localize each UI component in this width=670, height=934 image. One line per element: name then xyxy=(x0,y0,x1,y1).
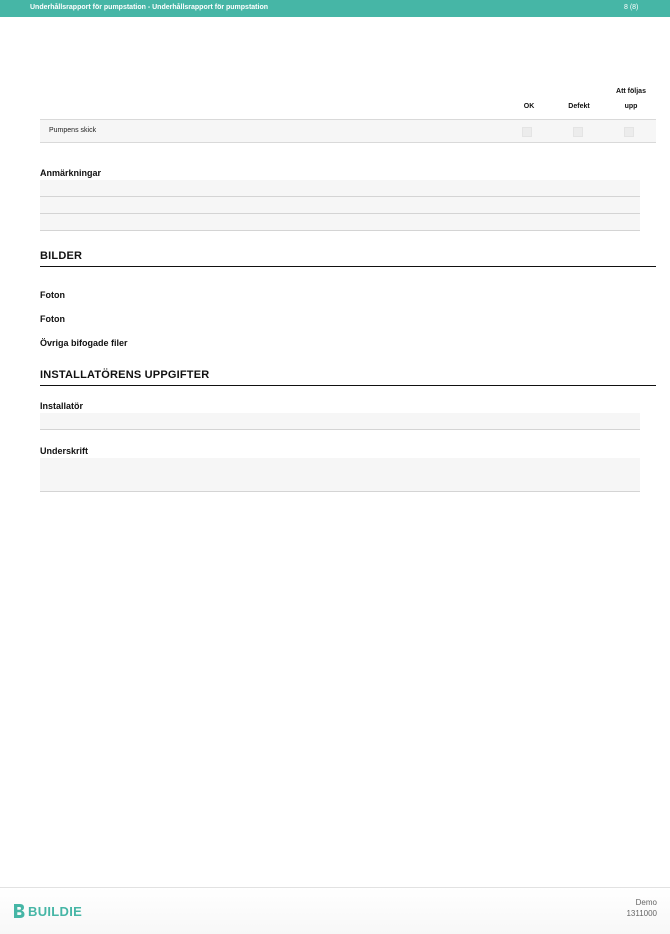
footer xyxy=(0,888,670,934)
installer-field[interactable] xyxy=(40,413,640,430)
buildie-logo-text: BUILDIE xyxy=(28,903,83,919)
checkbox-att-foljas-upp[interactable] xyxy=(624,127,634,137)
checkbox-defekt[interactable] xyxy=(573,127,583,137)
column-header-att-foljas-upp xyxy=(610,84,652,114)
footer-company-name: Demo xyxy=(635,898,657,907)
section-title-installer: INSTALLATÖRENS UPPGIFTER xyxy=(40,369,656,386)
checklist-row-label: Pumpens skick xyxy=(49,127,97,134)
column-header-att-foljas-line1: Att följas xyxy=(616,88,646,95)
installer-label: Installatör xyxy=(40,401,84,411)
column-header-defekt: Defekt xyxy=(568,103,590,110)
remarks-field-line-2[interactable] xyxy=(40,197,640,214)
photos-label: Foton xyxy=(40,290,65,300)
column-header-att-foljas-line2: upp xyxy=(624,103,638,110)
signature-label: Underskrift xyxy=(40,446,89,456)
buildie-logo-icon xyxy=(13,903,25,919)
photos-label: Foton xyxy=(40,314,65,324)
page-header-bar xyxy=(0,0,670,17)
remarks-field-line-1[interactable] xyxy=(40,180,640,197)
checklist-row xyxy=(40,119,656,143)
checkbox-ok[interactable] xyxy=(522,127,532,137)
document-title: Underhållsrapport för pumpstation - Underhållsrapport för pumpstation xyxy=(30,4,269,11)
section-title-bilder: BILDER xyxy=(40,250,656,267)
buildie-logo xyxy=(13,903,82,919)
page-number: 8 (8) xyxy=(624,4,639,11)
signature-field[interactable] xyxy=(40,458,640,492)
other-attachments-label: Övriga bifogade filer xyxy=(40,338,128,348)
remarks-label: Anmärkningar xyxy=(40,168,102,178)
footer-company-number: 1311000 xyxy=(626,909,657,918)
remarks-field-line-3[interactable] xyxy=(40,214,640,231)
column-header-ok: OK xyxy=(523,103,535,110)
footer-company-info xyxy=(626,897,657,919)
